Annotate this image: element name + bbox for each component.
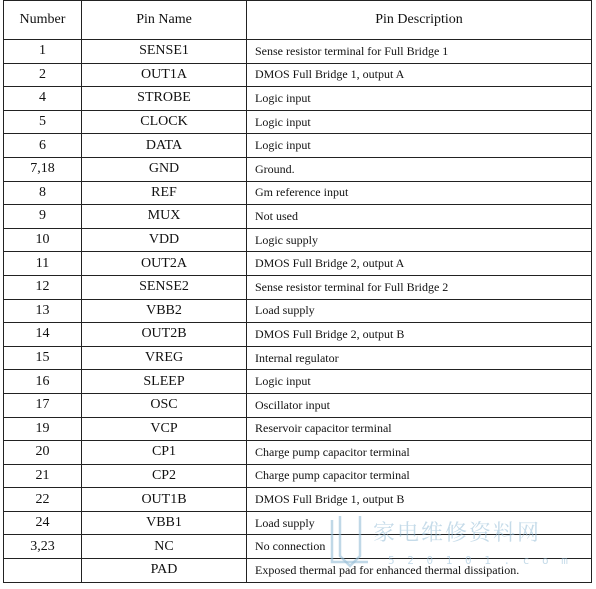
pin-number-cell: 20 bbox=[4, 441, 82, 465]
pin-number-cell: 16 bbox=[4, 370, 82, 394]
pin-description-cell: Sense resistor terminal for Full Bridge 2 bbox=[247, 275, 592, 299]
table-row bbox=[4, 464, 592, 488]
pin-description-cell: Charge pump capacitor terminal bbox=[247, 464, 592, 488]
pin-name-cell: VDD bbox=[82, 228, 247, 252]
pin-description-cell: Internal regulator bbox=[247, 346, 592, 370]
table-row bbox=[4, 252, 592, 276]
pin-name-cell: CP2 bbox=[82, 464, 247, 488]
pin-name-cell: VBB2 bbox=[82, 299, 247, 323]
table-row bbox=[4, 441, 592, 465]
pin-description-cell: Gm reference input bbox=[247, 181, 592, 205]
pin-number-cell: 13 bbox=[4, 299, 82, 323]
header-number: Number bbox=[4, 1, 82, 40]
pin-description-cell: DMOS Full Bridge 2, output B bbox=[247, 323, 592, 347]
pin-number-cell: 1 bbox=[4, 40, 82, 64]
pin-number-cell: 12 bbox=[4, 275, 82, 299]
table-row bbox=[4, 559, 592, 583]
pin-name-cell: VREG bbox=[82, 346, 247, 370]
pin-table bbox=[3, 0, 592, 583]
pin-name-cell: CLOCK bbox=[82, 110, 247, 134]
pin-description-cell: Oscillator input bbox=[247, 393, 592, 417]
pin-name-cell: VBB1 bbox=[82, 511, 247, 535]
pin-number-cell: 10 bbox=[4, 228, 82, 252]
pin-name-cell: OUT2A bbox=[82, 252, 247, 276]
pin-description-cell: Load supply bbox=[247, 299, 592, 323]
pin-description-cell: DMOS Full Bridge 1, output A bbox=[247, 63, 592, 87]
table-row bbox=[4, 275, 592, 299]
table-row bbox=[4, 370, 592, 394]
pin-table-body bbox=[4, 40, 592, 583]
table-row bbox=[4, 535, 592, 559]
table-row bbox=[4, 205, 592, 229]
table-row bbox=[4, 346, 592, 370]
pin-name-cell: CP1 bbox=[82, 441, 247, 465]
pin-description-cell: Sense resistor terminal for Full Bridge 1 bbox=[247, 40, 592, 64]
table-row bbox=[4, 110, 592, 134]
pin-number-cell: 22 bbox=[4, 488, 82, 512]
pin-description-cell: Ground. bbox=[247, 157, 592, 181]
table-row bbox=[4, 511, 592, 535]
pin-number-cell: 9 bbox=[4, 205, 82, 229]
table-row bbox=[4, 181, 592, 205]
header-pin-name: Pin Name bbox=[82, 1, 247, 40]
header-pin-description: Pin Description bbox=[247, 1, 592, 40]
watermark-url: 5 2 0 1 0 1 . c o m bbox=[388, 554, 571, 567]
pin-number-cell: 4 bbox=[4, 87, 82, 111]
pin-description-cell: No connection bbox=[247, 535, 592, 559]
watermark-text: 家电维修资料网 bbox=[373, 521, 542, 546]
pin-description-cell: Charge pump capacitor terminal bbox=[247, 441, 592, 465]
pin-number-cell: 21 bbox=[4, 464, 82, 488]
table-row bbox=[4, 134, 592, 158]
pin-description-cell: Load supply bbox=[247, 511, 592, 535]
pin-description-cell: Logic input bbox=[247, 110, 592, 134]
pin-description-cell: Logic input bbox=[247, 134, 592, 158]
header-row bbox=[4, 1, 592, 40]
pin-description-cell: Logic input bbox=[247, 370, 592, 394]
pin-description-cell: Not used bbox=[247, 205, 592, 229]
table-row bbox=[4, 488, 592, 512]
table-row bbox=[4, 87, 592, 111]
table-row bbox=[4, 157, 592, 181]
pin-number-cell: 2 bbox=[4, 63, 82, 87]
table-row bbox=[4, 40, 592, 64]
pin-description-cell: Reservoir capacitor terminal bbox=[247, 417, 592, 441]
pin-description-cell: DMOS Full Bridge 2, output A bbox=[247, 252, 592, 276]
table-row bbox=[4, 299, 592, 323]
pin-name-cell: OUT2B bbox=[82, 323, 247, 347]
pin-number-cell: 17 bbox=[4, 393, 82, 417]
pin-number-cell: 11 bbox=[4, 252, 82, 276]
pin-name-cell: REF bbox=[82, 181, 247, 205]
pin-name-cell: OUT1A bbox=[82, 63, 247, 87]
pin-name-cell: OSC bbox=[82, 393, 247, 417]
pin-number-cell: 8 bbox=[4, 181, 82, 205]
pin-name-cell: SENSE1 bbox=[82, 40, 247, 64]
pin-description-cell: Logic supply bbox=[247, 228, 592, 252]
pin-number-cell bbox=[4, 559, 82, 583]
pin-number-cell: 14 bbox=[4, 323, 82, 347]
table-row bbox=[4, 393, 592, 417]
pin-name-cell: SLEEP bbox=[82, 370, 247, 394]
pin-number-cell: 24 bbox=[4, 511, 82, 535]
table-row bbox=[4, 228, 592, 252]
pin-name-cell: PAD bbox=[82, 559, 247, 583]
pin-number-cell: 7,18 bbox=[4, 157, 82, 181]
pin-description-cell: DMOS Full Bridge 1, output B bbox=[247, 488, 592, 512]
table-row bbox=[4, 323, 592, 347]
pin-name-cell: DATA bbox=[82, 134, 247, 158]
pin-number-cell: 5 bbox=[4, 110, 82, 134]
pin-description-cell: Exposed thermal pad for enhanced thermal dissipation. bbox=[247, 559, 592, 583]
pin-name-cell: MUX bbox=[82, 205, 247, 229]
table-row bbox=[4, 63, 592, 87]
pin-name-cell: OUT1B bbox=[82, 488, 247, 512]
pin-number-cell: 6 bbox=[4, 134, 82, 158]
pin-number-cell: 3,23 bbox=[4, 535, 82, 559]
pin-description-cell: Logic input bbox=[247, 87, 592, 111]
pin-name-cell: SENSE2 bbox=[82, 275, 247, 299]
pin-name-cell: STROBE bbox=[82, 87, 247, 111]
pin-name-cell: VCP bbox=[82, 417, 247, 441]
pin-number-cell: 19 bbox=[4, 417, 82, 441]
pin-number-cell: 15 bbox=[4, 346, 82, 370]
pin-name-cell: GND bbox=[82, 157, 247, 181]
pin-name-cell: NC bbox=[82, 535, 247, 559]
table-row bbox=[4, 417, 592, 441]
